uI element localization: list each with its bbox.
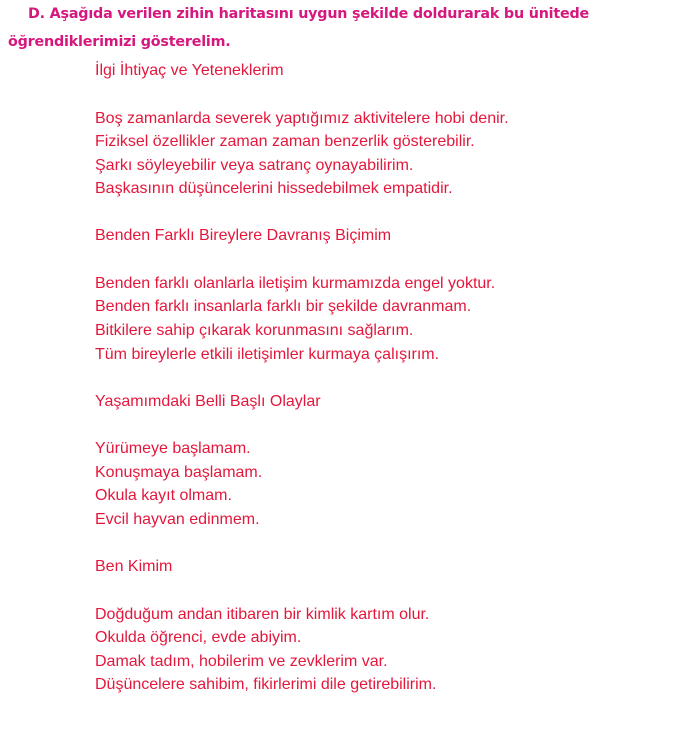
section-title: Ben Kimim	[95, 558, 173, 576]
section-life-events	[95, 390, 655, 532]
list-item: Şarkı söyleyebilir veya satranç oynayabilirim.	[95, 156, 414, 174]
list-item: Benden farklı insanlarla farklı bir şekilde davranmam.	[95, 298, 472, 316]
section-gap	[95, 414, 655, 438]
instruction-heading: D. Aşağıda verilen zihin haritasını uygun şekilde doldurarak bu ünitede öğrendiklerimizi gösterelim.	[8, 6, 590, 50]
list-item: Düşüncelere sahibim, fikirlerimi dile getirebilirim.	[95, 676, 437, 694]
list-item: Okulda öğrenci, evde abiyim.	[95, 629, 302, 647]
list-item: Evcil hayvan edinmem.	[95, 511, 260, 529]
section-behavior	[95, 224, 655, 366]
section-item-list	[95, 272, 655, 366]
list-item: Tüm bireylerle etkili iletişimler kurmaya çalışırım.	[95, 345, 440, 363]
list-item: Benden farklı olanlarla iletişim kurmamızda engel yoktur.	[95, 274, 496, 292]
section-title: İlgi İhtiyaç ve Yeteneklerim	[95, 62, 284, 79]
section-gap	[95, 579, 655, 603]
list-item: Başkasının düşüncelerini hissedebilmek empatidir.	[95, 180, 453, 198]
list-item: Bitkilere sahip çıkarak korunmasını sağlarım.	[95, 322, 414, 340]
section-interests	[95, 59, 655, 201]
list-item: Yürümeye başlamam.	[95, 440, 251, 458]
list-item: Okula kayıt olmam.	[95, 487, 232, 505]
section-gap	[95, 532, 655, 556]
section-gap	[95, 83, 655, 107]
list-item: Damak tadım, hobilerim ve zevklerim var.	[95, 652, 388, 670]
list-item: Doğduğum andan itibaren bir kimlik kartım olur.	[95, 605, 430, 623]
section-title: Benden Farklı Bireylere Davranış Biçimim	[95, 227, 392, 245]
section-gap	[95, 366, 655, 390]
section-gap	[95, 248, 655, 272]
section-who-am-i	[95, 555, 655, 697]
section-item-list	[95, 603, 655, 697]
list-item: Konuşmaya başlamam.	[95, 463, 263, 481]
list-item: Boş zamanlarda severek yaptığımız aktivitelere hobi denir.	[95, 109, 509, 127]
mind-map-answers	[95, 59, 655, 697]
section-title: Yaşamımdaki Belli Başlı Olaylar	[95, 392, 321, 410]
section-item-list	[95, 107, 655, 201]
list-item: Fiziksel özellikler zaman zaman benzerlik gösterebilir.	[95, 133, 475, 151]
section-item-list	[95, 437, 655, 531]
section-gap	[95, 201, 655, 225]
